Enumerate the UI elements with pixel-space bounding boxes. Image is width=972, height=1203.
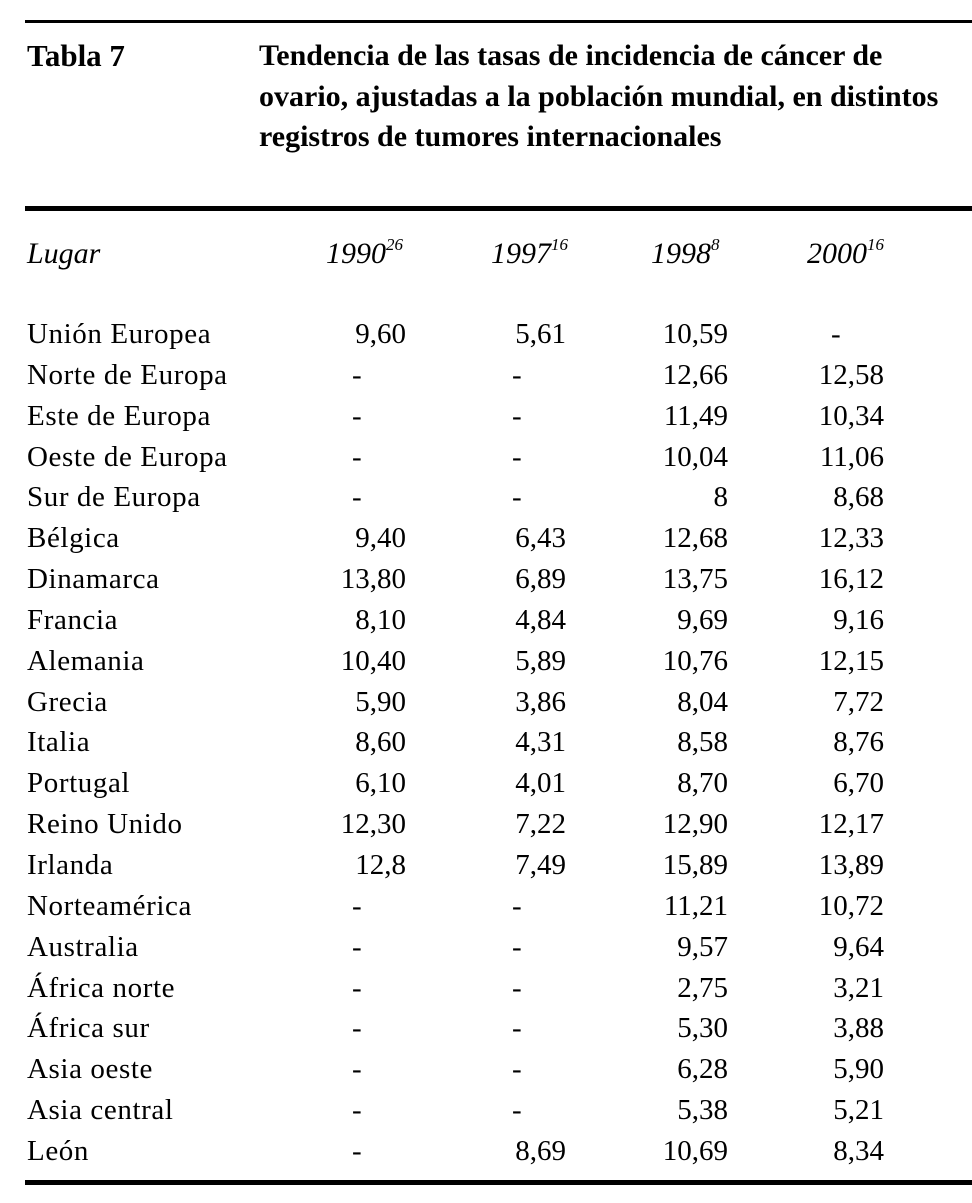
cell-value: 5,90 xyxy=(355,685,406,718)
cell-lugar: Italia xyxy=(27,726,91,759)
reference-superscript: 16 xyxy=(551,235,568,254)
cell-lugar: Grecia xyxy=(27,685,108,718)
cell-value: 10,59 xyxy=(662,318,728,350)
bottom-rule xyxy=(25,1180,972,1185)
cell-value: 6,43 xyxy=(515,522,566,555)
cell-value: 8,10 xyxy=(355,603,406,636)
cell-value: - xyxy=(352,930,362,963)
table-row xyxy=(0,845,972,886)
cell-value: - xyxy=(352,971,362,1004)
cell-lugar: Australia xyxy=(27,930,139,963)
cell-value: 10,04 xyxy=(662,440,728,473)
cell-lugar: Reino Unido xyxy=(27,808,183,841)
cell-value: 8,04 xyxy=(677,685,728,718)
table-row xyxy=(0,804,972,845)
cell-value: - xyxy=(512,971,522,1004)
cell-value: 2,75 xyxy=(677,971,728,1004)
column-header-year: 1997 xyxy=(491,237,551,270)
cell-value: 5,38 xyxy=(677,1094,728,1127)
cell-value: 12,17 xyxy=(818,808,884,841)
table-row xyxy=(0,886,972,927)
cell-value: 6,10 xyxy=(355,767,406,800)
column-header-1990 xyxy=(326,236,403,272)
table-row xyxy=(0,968,972,1009)
table-row xyxy=(0,763,972,804)
cell-value: 5,89 xyxy=(515,644,566,677)
cell-value: 8,69 xyxy=(515,1134,566,1167)
cell-value: 8 xyxy=(713,481,728,514)
cell-value: 7,49 xyxy=(515,848,566,881)
cell-value: 8,76 xyxy=(833,726,884,759)
cell-value: 5,30 xyxy=(677,1012,728,1045)
cell-value: 3,86 xyxy=(515,685,566,718)
table-row xyxy=(0,682,972,723)
cell-value: 4,84 xyxy=(515,603,566,636)
cell-value: 9,64 xyxy=(833,930,884,963)
cell-value: - xyxy=(512,1094,522,1127)
cell-lugar: Oeste de Europa xyxy=(27,440,228,473)
table-row xyxy=(0,314,972,355)
cell-value: 12,30 xyxy=(340,808,406,841)
cell-value: 12,8 xyxy=(355,848,406,881)
cell-value: 7,22 xyxy=(515,808,566,841)
cell-value: - xyxy=(512,440,522,473)
cell-value: - xyxy=(352,440,362,473)
cell-value: 13,75 xyxy=(662,563,728,596)
cell-value: 12,15 xyxy=(818,644,884,677)
column-header-2000 xyxy=(807,236,884,272)
cell-value: 15,89 xyxy=(662,848,728,881)
cell-value: - xyxy=(831,318,841,350)
table-row xyxy=(0,600,972,641)
column-header-year: 1998 xyxy=(651,237,711,270)
cell-lugar: Dinamarca xyxy=(27,563,160,596)
cell-value: - xyxy=(352,358,362,391)
cell-value: 8,68 xyxy=(833,481,884,514)
cell-value: - xyxy=(512,1053,522,1086)
cell-value: 11,06 xyxy=(819,440,884,473)
header-rule xyxy=(25,206,972,211)
cell-value: 12,58 xyxy=(818,358,884,391)
table-row xyxy=(0,355,972,396)
cell-value: - xyxy=(512,399,522,432)
cell-value: 9,69 xyxy=(677,603,728,636)
cell-lugar: Portugal xyxy=(27,767,131,800)
cell-value: 4,01 xyxy=(515,767,566,800)
cell-value: 7,72 xyxy=(833,685,884,718)
column-header-year: 1990 xyxy=(326,237,386,270)
table-body xyxy=(0,314,972,1172)
cell-value: 9,16 xyxy=(833,603,884,636)
cell-value: 12,33 xyxy=(818,522,884,555)
cell-lugar: Norteamérica xyxy=(27,889,192,922)
cell-lugar: Norte de Europa xyxy=(27,358,228,391)
cell-value: 3,88 xyxy=(833,1012,884,1045)
table-row xyxy=(0,396,972,437)
cell-value: 6,28 xyxy=(677,1053,728,1086)
cell-value: - xyxy=(352,889,362,922)
table-row xyxy=(0,1131,972,1172)
cell-value: 8,58 xyxy=(677,726,728,759)
reference-superscript: 16 xyxy=(867,235,884,254)
cell-lugar: León xyxy=(27,1134,89,1167)
cell-value: - xyxy=(512,481,522,514)
cell-value: 12,66 xyxy=(662,358,728,391)
reference-superscript: 8 xyxy=(711,235,720,254)
cell-value: 8,70 xyxy=(677,767,728,800)
cell-value: 12,90 xyxy=(662,808,728,841)
cell-value: 11,49 xyxy=(663,399,728,432)
cell-value: 4,31 xyxy=(515,726,566,759)
table-row xyxy=(0,722,972,763)
column-header-1997 xyxy=(491,236,568,272)
cell-value: 13,89 xyxy=(818,848,884,881)
cell-lugar: Sur de Europa xyxy=(27,481,201,514)
cell-value: 5,90 xyxy=(833,1053,884,1086)
cell-lugar: Este de Europa xyxy=(27,399,211,432)
cell-value: - xyxy=(512,889,522,922)
cell-lugar: Unión Europea xyxy=(27,318,212,350)
cell-value: 16,12 xyxy=(818,563,884,596)
table-row xyxy=(0,518,972,559)
cell-value: 10,40 xyxy=(340,644,406,677)
cell-value: 8,34 xyxy=(833,1134,884,1167)
cell-lugar: Irlanda xyxy=(27,848,114,881)
cell-value: - xyxy=(512,1012,522,1045)
table-label: Tabla 7 xyxy=(27,38,125,73)
cell-value: 9,60 xyxy=(355,318,406,350)
table-row xyxy=(0,641,972,682)
column-header-year: 2000 xyxy=(807,237,867,270)
cell-value: 10,69 xyxy=(662,1134,728,1167)
cell-lugar: Bélgica xyxy=(27,522,120,555)
cell-value: - xyxy=(352,399,362,432)
cell-value: 9,40 xyxy=(355,522,406,555)
cell-value: 12,68 xyxy=(662,522,728,555)
cell-value: 13,80 xyxy=(340,563,406,596)
table-title: Tendencia de las tasas de incidencia de cáncer de ovario, ajustadas a la población mundial, en distintos registros de tumores internacionales xyxy=(259,39,939,153)
cell-lugar: Francia xyxy=(27,603,119,636)
cell-value: - xyxy=(512,930,522,963)
top-rule xyxy=(25,20,972,23)
cell-value: 5,61 xyxy=(515,318,566,350)
cell-value: 9,57 xyxy=(677,930,728,963)
cell-value: 10,76 xyxy=(662,644,728,677)
cell-value: 10,72 xyxy=(818,889,884,922)
cell-value: 10,34 xyxy=(818,399,884,432)
cell-value: 6,89 xyxy=(515,563,566,596)
table-row xyxy=(0,477,972,518)
cell-value: 8,60 xyxy=(355,726,406,759)
cell-value: 11,21 xyxy=(663,889,728,922)
table-row xyxy=(0,559,972,600)
cell-value: - xyxy=(512,358,522,391)
cell-lugar: África sur xyxy=(27,1012,150,1045)
cell-value: - xyxy=(352,1012,362,1045)
table-row xyxy=(0,927,972,968)
cell-value: - xyxy=(352,1094,362,1127)
cell-value: - xyxy=(352,1053,362,1086)
cell-value: 5,21 xyxy=(833,1094,884,1127)
table-row xyxy=(0,1090,972,1131)
cell-lugar: Asia central xyxy=(27,1094,174,1127)
cell-lugar: África norte xyxy=(27,971,176,1004)
reference-superscript: 26 xyxy=(386,235,403,254)
cell-value: 6,70 xyxy=(833,767,884,800)
cell-lugar: Asia oeste xyxy=(27,1053,153,1086)
table-row xyxy=(0,437,972,478)
cell-lugar: Alemania xyxy=(27,644,145,677)
cell-value: 3,21 xyxy=(833,971,884,1004)
cell-value: - xyxy=(352,481,362,514)
cell-value: - xyxy=(352,1134,362,1167)
column-header-1998 xyxy=(651,236,720,272)
table-row xyxy=(0,1049,972,1090)
table-row xyxy=(0,1008,972,1049)
column-header-lugar: Lugar xyxy=(27,237,101,270)
